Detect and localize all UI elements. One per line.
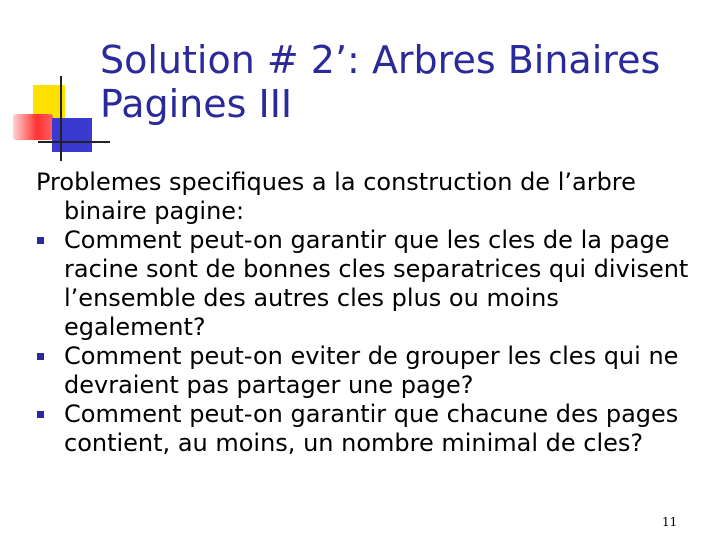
- bullet-item: [36, 342, 696, 400]
- logo-vertical-line: [60, 76, 62, 161]
- square-bullet-icon: [37, 353, 44, 360]
- intro-line: Problemes specifiques a la construction de l’arbre: [36, 168, 636, 196]
- page-number: 11: [662, 515, 678, 529]
- square-bullet-icon: [37, 411, 44, 418]
- slide-body: [36, 168, 696, 458]
- bullet-line: racine sont de bonnes cles separatrices qui divisent: [64, 255, 689, 283]
- bullet-line: l’ensemble des autres cles plus ou moins: [64, 284, 559, 312]
- title-line: Pagines III: [100, 82, 293, 126]
- intro-paragraph: [36, 168, 696, 226]
- bullet-line: Comment peut-on eviter de grouper les cles qui ne: [64, 342, 679, 370]
- logo-horizontal-line: [38, 141, 110, 143]
- intro-line: binaire pagine:: [64, 197, 245, 225]
- bullet-list: [36, 226, 696, 458]
- bullet-line: devraient pas partager une page?: [64, 371, 474, 399]
- square-bullet-icon: [37, 237, 44, 244]
- bullet-line: Comment peut-on garantir que chacune des pages: [64, 400, 679, 428]
- logo-blue-square: [52, 118, 92, 152]
- bullet-line: contient, au moins, un nombre minimal de cles?: [64, 429, 644, 457]
- bullet-line: egalement?: [64, 313, 206, 341]
- slide-title: [100, 38, 660, 126]
- bullet-item: [36, 400, 696, 458]
- logo-red-square: [13, 114, 53, 140]
- decorative-logo: [0, 70, 110, 170]
- title-line: Solution # 2’: Arbres Binaires: [100, 38, 661, 82]
- bullet-line: Comment peut-on garantir que les cles de la page: [64, 226, 670, 254]
- bullet-item: [36, 226, 696, 342]
